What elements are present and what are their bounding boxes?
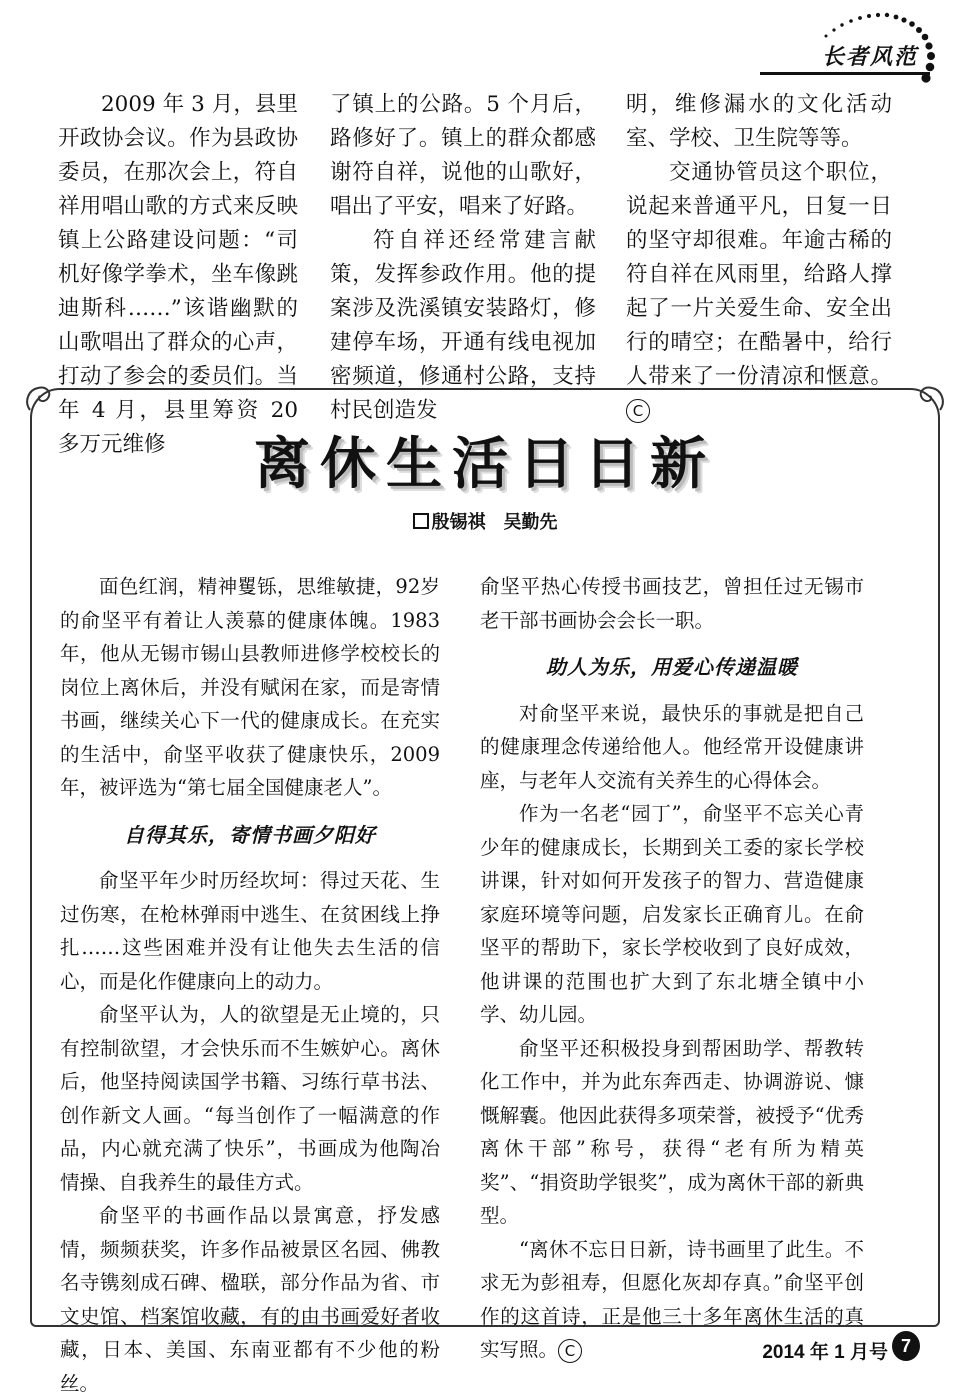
section-tag-underline: [760, 72, 930, 75]
paragraph: 俞坚平热心传授书画技艺，曾担任过无锡市老干部书画协会会长一职。: [480, 575, 864, 632]
top-column-2: [330, 88, 596, 428]
paragraph: 2009 年 3 月，县里开政协会议。作为县政协委员，在那次会上，符自祥用唱山歌的方式来反映镇上公路建设问题：“司机好像学拳术，坐车像跳迪斯科……”该谐幽默的山歌唱出了群众的心声，打动了参会的委员们。当年 4 月，县里筹资 20 多万元维修: [58, 92, 298, 457]
paragraph-text: “离休不忘日日新，诗书画里了此生。不求无为彭祖寿，但愿化灰却存真。”俞坚平创作的这首诗，正是他三十多年离休生活的真实写照。: [480, 1237, 864, 1361]
paragraph-text: 交通协管员这个职位，说起来普通平凡，日复一日的坚守却很难。年逾古稀的符自祥在风雨里，给路人撑起了一片关爱生命、安全出行的晴空；在酷暑中，给行人带来了一份清凉和惬意。: [626, 160, 892, 389]
paragraph: 面色红润，精神矍铄，思维敏捷，92岁的俞坚平有着让人羡慕的健康体魄。1983年，他从无锡市锡山县教师进修学校校长的岗位上离休后，并没有赋闲在家，而是寄情书画，继续关心下一代的健康成长。在充实的生活中，俞坚平收获了健康快乐，2009 年，被评选为“第七届全国健康老人”。: [60, 575, 440, 799]
paragraph: 俞坚平的书画作品以景寓意，抒发感情，频频获奖，许多作品被景区名园、佛教名寺镌刻成石碑、楹联，部分作品为省、市文史馆、档案馆收藏，有的由书画爱好者收藏，日本、美国、东南亚都有不少他的粉丝。: [60, 1204, 440, 1395]
article-column-right: [480, 570, 864, 1367]
paragraph: 对俞坚平来说，最快乐的事就是把自己的健康理念传递给他人。他经常开设健康讲座，与老年人交流有关养生的心得体会。: [480, 701, 864, 792]
paragraph: 明，维修漏水的文化活动室、学校、卫生院等等。: [626, 92, 892, 151]
article-authors: [0, 508, 970, 534]
article-title: 离休生活日日新: [254, 432, 716, 497]
end-mark-icon: C: [558, 1339, 582, 1363]
author-names: 殷锡祺 吴勤先: [431, 512, 558, 533]
page-number: 7: [892, 1331, 920, 1361]
frame-corner-right-icon: [908, 380, 948, 420]
top-column-3: [626, 88, 892, 428]
subheading: 助人为乐，用爱心传递温暖: [546, 655, 798, 679]
section-tag: 长者风范: [821, 44, 918, 70]
author-box-icon: [413, 513, 429, 529]
issue-label: 2014 年 1 月号: [762, 1342, 888, 1363]
paragraph: 俞坚平年少时历经坎坷：得过天花、生过伤寒，在枪林弹雨中逃生、在贫困线上挣扎……这些困难并没有让他失去生活的信心，而是化作健康向上的动力。: [60, 869, 440, 993]
frame-corner-left-icon: [22, 380, 62, 420]
paragraph: 俞坚平还积极投身到帮困助学、帮教转化工作中，并为此东奔西走、协调游说、慷慨解囊。他因此获得多项荣誉，被授予“优秀离休干部”称号，获得“老有所为精英奖”、“捐资助学银奖”，成为离休干部的新典型。: [480, 1036, 864, 1227]
subheading: 自得其乐，寄情书画夕阳好: [124, 822, 376, 847]
end-mark-icon: C: [626, 399, 650, 423]
paragraph: 作为一名老“园丁”，俞坚平不忘关心青少年的健康成长，长期到关工委的家长学校讲课，针对如何开发孩子的智力、营造健康家庭环境等问题，启发家长正确育儿。在俞坚平的帮助下，家长学校收到了良好成效，他讲课的范围也扩大到了东北塘全镇中小学、幼儿园。: [480, 802, 864, 1026]
paragraph: 符自祥还经常建言献策，发挥参政作用。他的提案涉及洗溪镇安装路灯，修建停车场，开通有线电视加密频道，修通村公路，支持村民创造发: [330, 228, 596, 423]
paragraph: 俞坚平认为，人的欲望是无止境的，只有控制欲望，才会快乐而不生嫉妒心。离休后，他坚持阅读国学书籍、习练行草书法、创作新文人画。“每当创作了一幅满意的作品，内心就充满了快乐”，书画成为他陶冶情操、自我养生的最佳方式。: [60, 1003, 440, 1194]
article-column-left: [60, 570, 440, 1400]
paragraph: 了镇上的公路。5 个月后，路修好了。镇上的群众都感谢符自祥，说他的山歌好，唱出了平安，唱来了好路。: [330, 92, 596, 219]
